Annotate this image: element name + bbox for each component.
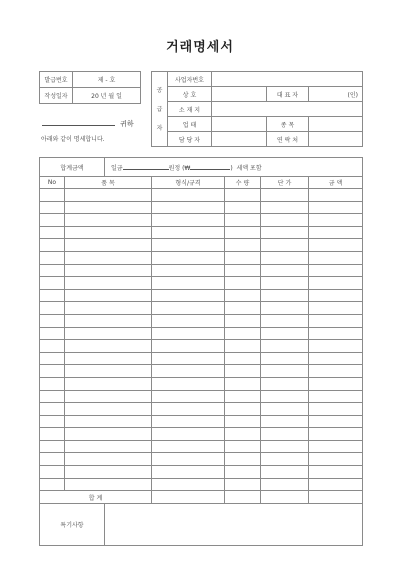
item-name-cell[interactable] <box>65 390 152 403</box>
supplier-side-char-1: 공 <box>156 86 163 94</box>
item-qty-cell[interactable] <box>225 214 261 227</box>
item-row <box>40 453 363 466</box>
item-name-cell[interactable] <box>65 428 152 441</box>
item-row <box>40 403 363 416</box>
item-amount-cell[interactable] <box>309 390 363 403</box>
item-no-cell[interactable] <box>40 415 65 428</box>
item-spec-cell[interactable] <box>152 201 225 214</box>
item-qty-cell[interactable] <box>225 428 261 441</box>
address-field[interactable] <box>212 102 363 117</box>
business-type-label: 업 태 <box>168 117 212 132</box>
item-spec-cell[interactable] <box>152 478 225 491</box>
seal-mark: (인) <box>347 91 359 99</box>
item-spec-cell[interactable] <box>152 264 225 277</box>
item-name-cell[interactable] <box>65 302 152 315</box>
total-korean-amount-field[interactable] <box>123 163 169 170</box>
item-amount-cell[interactable] <box>309 440 363 453</box>
item-unit-price-cell[interactable] <box>261 327 309 340</box>
item-name-cell[interactable] <box>65 365 152 378</box>
item-spec-cell[interactable] <box>152 352 225 365</box>
item-amount-cell[interactable] <box>309 226 363 239</box>
item-row <box>40 428 363 441</box>
item-unit-price-cell[interactable] <box>261 239 309 252</box>
item-qty-cell[interactable] <box>225 365 261 378</box>
item-qty-cell[interactable] <box>225 352 261 365</box>
item-spec-cell[interactable] <box>152 226 225 239</box>
notes-field[interactable] <box>105 504 363 546</box>
item-row <box>40 189 363 202</box>
item-row <box>40 302 363 315</box>
item-spec-cell[interactable] <box>152 466 225 479</box>
item-unit-price-cell[interactable] <box>261 214 309 227</box>
total-close: ) <box>230 164 233 172</box>
item-name-cell[interactable] <box>65 377 152 390</box>
total-prefix: 일금 <box>111 164 123 172</box>
item-name-cell[interactable] <box>65 327 152 340</box>
item-no-cell[interactable] <box>40 453 65 466</box>
item-name-cell[interactable] <box>65 340 152 353</box>
column-header-qty: 수 량 <box>225 177 261 189</box>
reg-no-field[interactable] <box>212 72 363 87</box>
item-spec-cell[interactable] <box>152 302 225 315</box>
address-label: 소 재 지 <box>168 102 212 117</box>
item-qty-cell[interactable] <box>225 277 261 290</box>
company-name-label: 상 호 <box>168 87 212 102</box>
item-spec-cell[interactable] <box>152 415 225 428</box>
item-no-cell[interactable] <box>40 239 65 252</box>
item-no-cell[interactable] <box>40 277 65 290</box>
item-no-cell[interactable] <box>40 466 65 479</box>
item-qty-cell[interactable] <box>225 440 261 453</box>
total-vat-note: 세액 포함 <box>236 164 262 172</box>
statement-text: 아래와 같이 명세합니다. <box>41 136 105 143</box>
column-header-item: 품 목 <box>65 177 152 189</box>
item-unit-price-cell[interactable] <box>261 251 309 264</box>
item-spec-cell[interactable] <box>152 403 225 416</box>
item-row <box>40 440 363 453</box>
item-spec-cell[interactable] <box>152 251 225 264</box>
item-unit-price-cell[interactable] <box>261 440 309 453</box>
sum-qty-cell[interactable] <box>225 491 261 504</box>
item-amount-cell[interactable] <box>309 239 363 252</box>
item-spec-cell[interactable] <box>152 214 225 227</box>
item-qty-cell[interactable] <box>225 453 261 466</box>
item-amount-cell[interactable] <box>309 428 363 441</box>
item-row <box>40 340 363 353</box>
item-name-cell[interactable] <box>65 478 152 491</box>
item-qty-cell[interactable] <box>225 390 261 403</box>
item-amount-cell[interactable] <box>309 403 363 416</box>
item-name-cell[interactable] <box>65 314 152 327</box>
item-spec-cell[interactable] <box>152 314 225 327</box>
item-no-cell[interactable] <box>40 327 65 340</box>
item-amount-cell[interactable] <box>309 189 363 202</box>
item-name-cell[interactable] <box>65 251 152 264</box>
item-name-cell[interactable] <box>65 352 152 365</box>
item-amount-cell[interactable] <box>309 377 363 390</box>
column-header-spec: 형식/규격 <box>152 177 225 189</box>
item-amount-cell[interactable] <box>309 314 363 327</box>
item-no-cell[interactable] <box>40 289 65 302</box>
item-name-cell[interactable] <box>65 277 152 290</box>
sum-unit-price-cell[interactable] <box>261 491 309 504</box>
item-qty-cell[interactable] <box>225 403 261 416</box>
item-qty-cell[interactable] <box>225 251 261 264</box>
item-amount-cell[interactable] <box>309 365 363 378</box>
item-no-cell[interactable] <box>40 352 65 365</box>
company-name-field[interactable] <box>212 87 267 102</box>
item-no-cell[interactable] <box>40 428 65 441</box>
item-unit-price-cell[interactable] <box>261 264 309 277</box>
item-row <box>40 352 363 365</box>
item-spec-cell[interactable] <box>152 428 225 441</box>
recipient-line[interactable] <box>42 111 142 128</box>
supplier-side-label <box>152 72 168 147</box>
item-no-cell[interactable] <box>40 377 65 390</box>
item-unit-price-cell[interactable] <box>261 226 309 239</box>
item-amount-cell[interactable] <box>309 201 363 214</box>
item-no-cell[interactable] <box>40 314 65 327</box>
item-row <box>40 466 363 479</box>
item-row <box>40 277 363 290</box>
representative-field[interactable] <box>309 87 363 102</box>
sum-amount-cell[interactable] <box>309 491 363 504</box>
item-amount-cell[interactable] <box>309 277 363 290</box>
item-spec-cell[interactable] <box>152 239 225 252</box>
item-row <box>40 251 363 264</box>
item-unit-price-cell[interactable] <box>261 403 309 416</box>
item-name-cell[interactable] <box>65 466 152 479</box>
item-no-cell[interactable] <box>40 478 65 491</box>
item-name-cell[interactable] <box>65 453 152 466</box>
manager-field[interactable] <box>212 132 267 147</box>
item-row <box>40 226 363 239</box>
item-row <box>40 289 363 302</box>
reg-no-label: 사업자번호 <box>168 72 212 87</box>
sum-spec-cell[interactable] <box>152 491 225 504</box>
supplier-table <box>151 71 363 147</box>
item-spec-cell[interactable] <box>152 453 225 466</box>
item-spec-cell[interactable] <box>152 377 225 390</box>
item-unit-price-cell[interactable] <box>261 277 309 290</box>
item-no-cell[interactable] <box>40 403 65 416</box>
item-spec-cell[interactable] <box>152 390 225 403</box>
item-name-cell[interactable] <box>65 415 152 428</box>
item-qty-cell[interactable] <box>225 239 261 252</box>
total-amount-line[interactable] <box>105 158 363 177</box>
item-no-cell[interactable] <box>40 189 65 202</box>
item-spec-cell[interactable] <box>152 189 225 202</box>
issue-date-label: 작성일자 <box>40 88 73 104</box>
manager-label: 담 당 자 <box>168 132 212 147</box>
item-no-cell[interactable] <box>40 264 65 277</box>
item-row <box>40 239 363 252</box>
item-unit-price-cell[interactable] <box>261 466 309 479</box>
issue-number-value[interactable]: 제 - 호 <box>73 72 141 88</box>
item-amount-cell[interactable] <box>309 340 363 353</box>
item-unit-price-cell[interactable] <box>261 478 309 491</box>
item-amount-cell[interactable] <box>309 466 363 479</box>
issue-date-value[interactable]: 20 년 월 일 <box>73 88 141 104</box>
item-spec-cell[interactable] <box>152 340 225 353</box>
item-spec-cell[interactable] <box>152 277 225 290</box>
item-amount-cell[interactable] <box>309 302 363 315</box>
recipient-name-field[interactable] <box>42 118 115 126</box>
item-unit-price-cell[interactable] <box>261 428 309 441</box>
item-name-cell[interactable] <box>65 201 152 214</box>
item-no-cell[interactable] <box>40 365 65 378</box>
item-unit-price-cell[interactable] <box>261 189 309 202</box>
item-name-cell[interactable] <box>65 403 152 416</box>
item-spec-cell[interactable] <box>152 327 225 340</box>
item-amount-cell[interactable] <box>309 453 363 466</box>
recipient-suffix: 귀하 <box>120 120 134 128</box>
item-row <box>40 264 363 277</box>
item-name-cell[interactable] <box>65 189 152 202</box>
item-unit-price-cell[interactable] <box>261 453 309 466</box>
item-name-cell[interactable] <box>65 264 152 277</box>
item-no-cell[interactable] <box>40 390 65 403</box>
item-unit-price-cell[interactable] <box>261 390 309 403</box>
business-type-field[interactable] <box>212 117 267 132</box>
column-header-amount: 금 액 <box>309 177 363 189</box>
notes-label: 특기사항 <box>40 504 105 546</box>
item-spec-cell[interactable] <box>152 365 225 378</box>
item-row <box>40 478 363 491</box>
item-name-cell[interactable] <box>65 226 152 239</box>
item-name-cell[interactable] <box>65 289 152 302</box>
item-amount-cell[interactable] <box>309 352 363 365</box>
item-qty-cell[interactable] <box>225 201 261 214</box>
item-amount-cell[interactable] <box>309 289 363 302</box>
item-amount-cell[interactable] <box>309 264 363 277</box>
item-row <box>40 214 363 227</box>
total-won: 원정 (₩ <box>168 164 191 172</box>
item-no-cell[interactable] <box>40 226 65 239</box>
item-name-cell[interactable] <box>65 239 152 252</box>
item-qty-cell[interactable] <box>225 302 261 315</box>
item-no-cell[interactable] <box>40 201 65 214</box>
item-row <box>40 201 363 214</box>
item-amount-cell[interactable] <box>309 214 363 227</box>
item-no-cell[interactable] <box>40 440 65 453</box>
item-row <box>40 390 363 403</box>
issue-number-label: 발급번호 <box>40 72 73 88</box>
item-unit-price-cell[interactable] <box>261 352 309 365</box>
item-qty-cell[interactable] <box>225 264 261 277</box>
item-amount-cell[interactable] <box>309 327 363 340</box>
item-row <box>40 415 363 428</box>
item-qty-cell[interactable] <box>225 415 261 428</box>
item-unit-price-cell[interactable] <box>261 377 309 390</box>
item-name-cell[interactable] <box>65 440 152 453</box>
item-qty-cell[interactable] <box>225 327 261 340</box>
column-header-no: No <box>40 177 65 189</box>
item-spec-cell[interactable] <box>152 440 225 453</box>
document-title: 거래명세서 <box>166 40 234 55</box>
total-amount-label: 합계금액 <box>40 158 105 177</box>
representative-label: 대 표 자 <box>267 87 309 102</box>
total-numeric-amount-field[interactable] <box>190 163 233 172</box>
item-unit-price-cell[interactable] <box>261 201 309 214</box>
column-header-unit-price: 단 가 <box>261 177 309 189</box>
item-unit-price-cell[interactable] <box>261 314 309 327</box>
item-no-cell[interactable] <box>40 340 65 353</box>
item-unit-price-cell[interactable] <box>261 302 309 315</box>
supplier-side-char-3: 자 <box>156 124 163 132</box>
item-unit-price-cell[interactable] <box>261 340 309 353</box>
business-item-label: 종 목 <box>267 117 309 132</box>
item-row <box>40 377 363 390</box>
item-row <box>40 365 363 378</box>
item-unit-price-cell[interactable] <box>261 415 309 428</box>
item-unit-price-cell[interactable] <box>261 365 309 378</box>
item-qty-cell[interactable] <box>225 189 261 202</box>
item-row <box>40 327 363 340</box>
item-qty-cell[interactable] <box>225 314 261 327</box>
item-qty-cell[interactable] <box>225 340 261 353</box>
item-amount-cell[interactable] <box>309 251 363 264</box>
items-table <box>39 157 363 546</box>
item-qty-cell[interactable] <box>225 478 261 491</box>
item-spec-cell[interactable] <box>152 289 225 302</box>
item-amount-cell[interactable] <box>309 478 363 491</box>
issue-info-table <box>39 71 141 104</box>
item-row <box>40 314 363 327</box>
item-no-cell[interactable] <box>40 302 65 315</box>
item-amount-cell[interactable] <box>309 415 363 428</box>
item-no-cell[interactable] <box>40 251 65 264</box>
item-no-cell[interactable] <box>40 214 65 227</box>
item-qty-cell[interactable] <box>225 377 261 390</box>
business-item-field[interactable] <box>309 117 363 132</box>
item-qty-cell[interactable] <box>225 226 261 239</box>
item-name-cell[interactable] <box>65 214 152 227</box>
item-qty-cell[interactable] <box>225 289 261 302</box>
contact-field[interactable] <box>309 132 363 147</box>
item-qty-cell[interactable] <box>225 466 261 479</box>
item-unit-price-cell[interactable] <box>261 289 309 302</box>
sum-label: 합 계 <box>40 491 152 504</box>
contact-label: 연 락 처 <box>267 132 309 147</box>
supplier-side-char-2: 급 <box>156 105 163 113</box>
